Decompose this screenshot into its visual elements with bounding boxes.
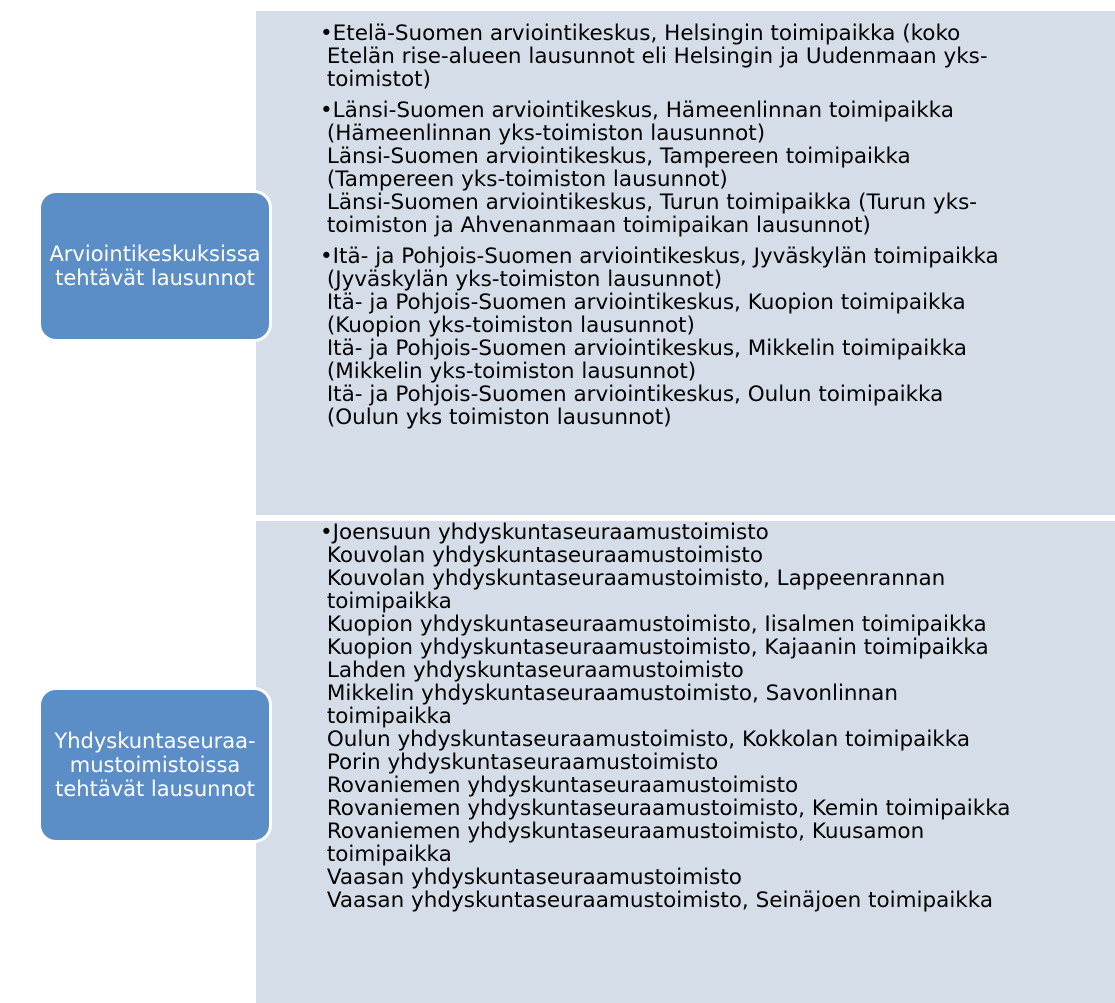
list-line: Itä- ja Pohjois-Suomen arviointikeskus, Oulun toimipaikka xyxy=(320,382,944,407)
office-list xyxy=(320,22,1110,429)
list-line: Kouvolan yhdyskuntaseuraamustoimisto xyxy=(320,543,763,568)
panel-yhdyskuntaseuraamustoimistot xyxy=(256,521,1115,1003)
list-line: Kuopion yhdyskuntaseuraamustoimisto, Iisalmen toimipaikka xyxy=(320,612,987,637)
list-line: Kouvolan yhdyskuntaseuraamustoimisto, Lappeenrannan xyxy=(320,566,946,591)
list-line: Vaasan yhdyskuntaseuraamustoimisto xyxy=(320,865,742,890)
category-node-label: Yhdyskuntaseuraa-mustoimistoissa tehtävät lausunnot xyxy=(54,729,256,801)
list-line: (Jyväskylän yks-toimiston lausunnot) xyxy=(320,267,723,292)
list-line: •Itä- ja Pohjois-Suomen arviointikeskus, Jyväskylän toimipaikka xyxy=(320,244,999,269)
list-line: Porin yhdyskuntaseuraamustoimisto xyxy=(320,750,719,775)
category-node-label: Arviointikeskuksissa tehtävät lausunnot xyxy=(49,242,261,290)
list-line: Mikkelin yhdyskuntaseuraamustoimisto, Savonlinnan xyxy=(320,681,898,706)
panel-arviointikeskukset xyxy=(256,11,1115,515)
office-list xyxy=(320,521,1110,912)
list-line: toimipaikka xyxy=(320,589,452,614)
list-line: (Mikkelin yks-toimiston lausunnot) xyxy=(320,359,697,384)
list-line: toimipaikka xyxy=(320,842,452,867)
list-line: Etelän rise-alueen lausunnot eli Helsingin ja Uudenmaan yks- xyxy=(320,44,988,69)
list-line: Länsi-Suomen arviointikeskus, Tampereen toimipaikka xyxy=(320,144,911,169)
list-line: Itä- ja Pohjois-Suomen arviointikeskus, Kuopion toimipaikka xyxy=(320,290,966,315)
bullet-group xyxy=(320,521,1110,912)
list-line: Rovaniemen yhdyskuntaseuraamustoimisto, Kuusamon xyxy=(320,819,925,844)
list-line: Kuopion yhdyskuntaseuraamustoimisto, Kajaanin toimipaikka xyxy=(320,635,989,660)
list-line: (Kuopion yks-toimiston lausunnot) xyxy=(320,313,695,338)
list-line: toimistot) xyxy=(320,67,431,92)
list-line: toimiston ja Ahvenanmaan toimipaikan lausunnot) xyxy=(320,213,871,238)
category-node-yhdyskuntaseuraamustoimistot xyxy=(38,687,272,843)
list-line: Lahden yhdyskuntaseuraamustoimisto xyxy=(320,658,744,683)
list-line: toimipaikka xyxy=(320,704,452,729)
list-line: Rovaniemen yhdyskuntaseuraamustoimisto xyxy=(320,773,799,798)
list-line: (Tampereen yks-toimiston lausunnot) xyxy=(320,167,728,192)
bullet-group xyxy=(320,245,1110,429)
list-line: Itä- ja Pohjois-Suomen arviointikeskus, Mikkelin toimipaikka xyxy=(320,336,967,361)
category-node-arviointikeskukset xyxy=(38,190,272,342)
list-line: Oulun yhdyskuntaseuraamustoimisto, Kokkolan toimipaikka xyxy=(320,727,971,752)
list-line: Länsi-Suomen arviointikeskus, Turun toimipaikka (Turun yks- xyxy=(320,190,978,215)
bullet-group xyxy=(320,99,1110,237)
bullet-group xyxy=(320,22,1110,91)
list-line: •Joensuun yhdyskuntaseuraamustoimisto xyxy=(320,520,769,545)
list-line: Rovaniemen yhdyskuntaseuraamustoimisto, Kemin toimipaikka xyxy=(320,796,1011,821)
list-line: (Oulun yks toimiston lausunnot) xyxy=(320,405,672,430)
list-line: Vaasan yhdyskuntaseuraamustoimisto, Seinäjoen toimipaikka xyxy=(320,888,994,913)
list-line: (Hämeenlinnan yks-toimiston lausunnot) xyxy=(320,121,766,146)
list-line: •Länsi-Suomen arviointikeskus, Hämeenlinnan toimipaikka xyxy=(320,98,954,123)
list-line: •Etelä-Suomen arviointikeskus, Helsingin toimipaikka (koko xyxy=(320,21,961,46)
